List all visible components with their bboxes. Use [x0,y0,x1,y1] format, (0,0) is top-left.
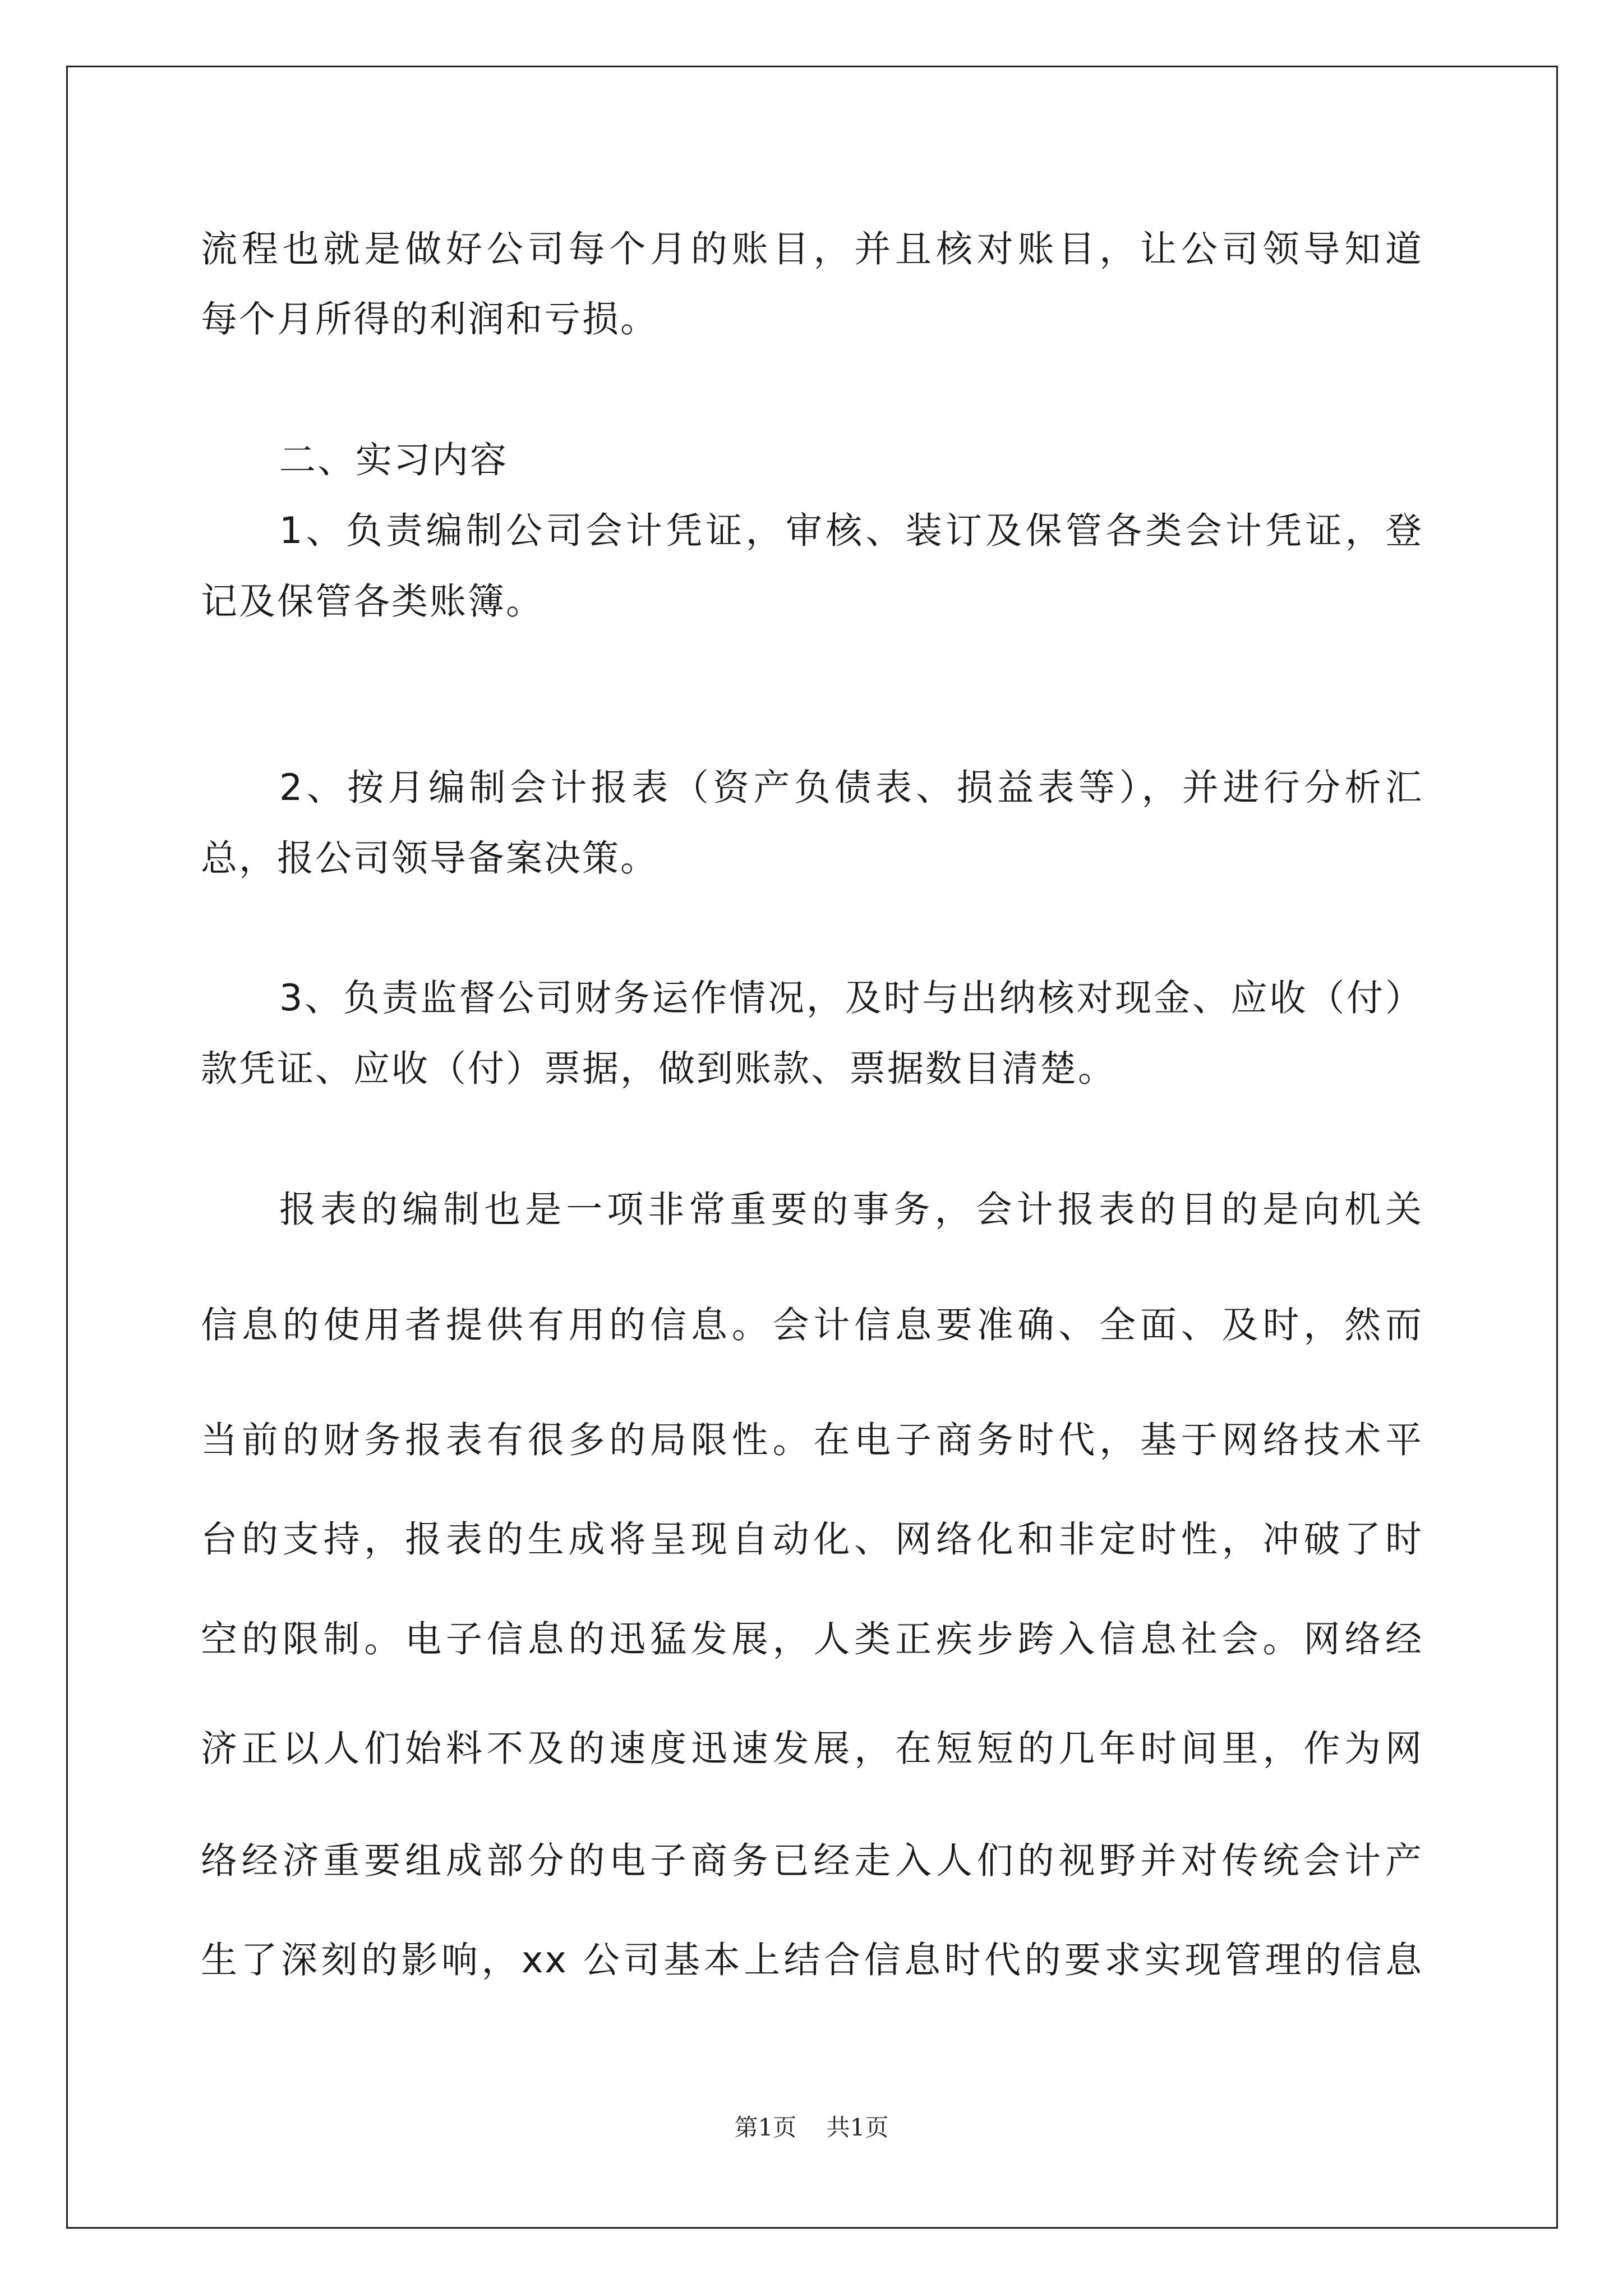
paragraph-line: 2、按月编制会计报表（资产负债表、损益表等），并进行分析汇 [279,767,1423,809]
paragraph-line: 生了深刻的影响，xx 公司基本上结合信息时代的要求实现管理的信息 [201,1939,1423,1981]
paragraph-line: 3、负责监督公司财务运作情况，及时与出纳核对现金、应收（付） [279,977,1423,1019]
page-number-footer: 第1页 共1页 [734,2114,889,2141]
page-border [66,66,1558,2229]
paragraph-line: 当前的财务报表有很多的局限性。在电子商务时代，基于网络技术平 [201,1419,1423,1461]
section-heading: 二、实习内容 [279,439,509,481]
paragraph-line: 流程也就是做好公司每个月的账目，并且核对账目，让公司领导知道 [201,228,1423,270]
paragraph-line: 总，报公司领导备案决策。 [201,838,659,880]
paragraph-line: 款凭证、应收（付）票据，做到账款、票据数目清楚。 [201,1048,1117,1090]
paragraph-line: 台的支持，报表的生成将呈现自动化、网络化和非定时性，冲破了时 [201,1519,1423,1561]
paragraph-line: 信息的使用者提供有用的信息。会计信息要准确、全面、及时，然而 [201,1304,1423,1346]
paragraph-line: 络经济重要组成部分的电子商务已经走入人们的视野并对传统会计产 [201,1840,1423,1882]
paragraph-line: 1、负责编制公司会计凭证，审核、装订及保管各类会计凭证，登 [279,510,1423,552]
paragraph-line: 每个月所得的利润和亏损。 [201,298,659,341]
paragraph-line: 空的限制。电子信息的迅猛发展，人类正疾步跨入信息社会。网络经 [201,1618,1423,1660]
paragraph-line: 记及保管各类账簿。 [201,581,545,623]
paragraph-line: 济正以人们始料不及的速度迅速发展，在短短的几年时间里，作为网 [201,1728,1423,1770]
paragraph-line: 报表的编制也是一项非常重要的事务，会计报表的目的是向机关 [279,1189,1423,1231]
